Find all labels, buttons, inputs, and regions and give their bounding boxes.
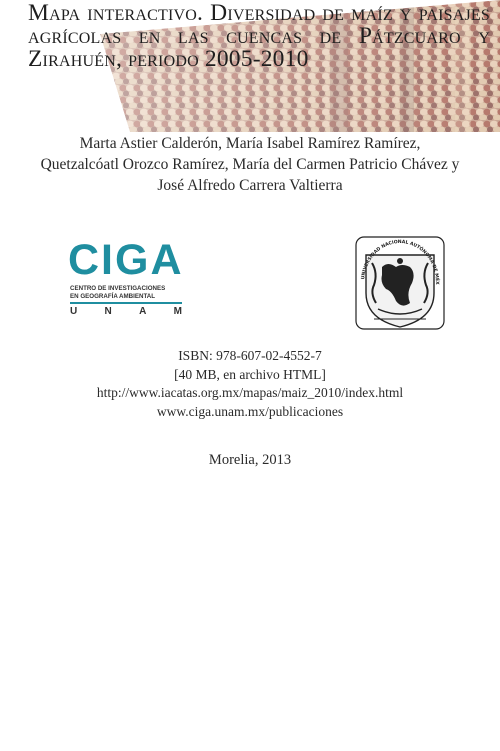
unam-letter: N: [104, 306, 112, 317]
publications-url-link[interactable]: www.ciga.unam.mx/publicaciones: [156, 403, 344, 419]
map-url-link[interactable]: http://www.iacatas.org.mx/mapas/maiz_2010/index.html: [96, 385, 404, 400]
publication-info: [60, 347, 440, 421]
author-list: Marta Astier Calderón, María Isabel Ramírez Ramírez, Quetzalcóatl Orozco Ramírez, María del Carmen Patricio Chávez y José Alfredo Carrera Valtierra: [40, 135, 460, 194]
place-date: Morelia, 2013: [208, 452, 292, 468]
ciga-divider: [70, 302, 182, 304]
unam-letter: U: [70, 306, 78, 317]
unam-letter: M: [173, 306, 182, 317]
isbn: ISBN: 978-607-02-4552-7: [178, 348, 322, 363]
ciga-acronym: CIGA: [68, 236, 184, 284]
ciga-name-line-1: CENTRO DE INVESTIGACIONES: [70, 285, 166, 292]
file-size: [40 MB, en archivo HTML]: [174, 366, 326, 382]
cover-banner: [0, 0, 500, 132]
ciga-logo: [68, 236, 186, 324]
unam-letter: A: [139, 306, 147, 317]
ciga-unam-letters: [70, 305, 182, 319]
ciga-full-name: [70, 285, 184, 300]
ciga-name-line-2: EN GEOGRAFÍA AMBIENTAL: [70, 292, 156, 300]
document-title: Mapa interactivo. Diversidad de maíz y paisajes agrícolas en las cuencas de Pátzcuaro y Zirahuén, periodo 2005-2010: [28, 0, 490, 72]
unam-seal-icon: [352, 233, 448, 333]
seal-ring-text: UNIVERSIDAD NACIONAL AUTÓNOMA DE MÉX: [361, 239, 440, 285]
